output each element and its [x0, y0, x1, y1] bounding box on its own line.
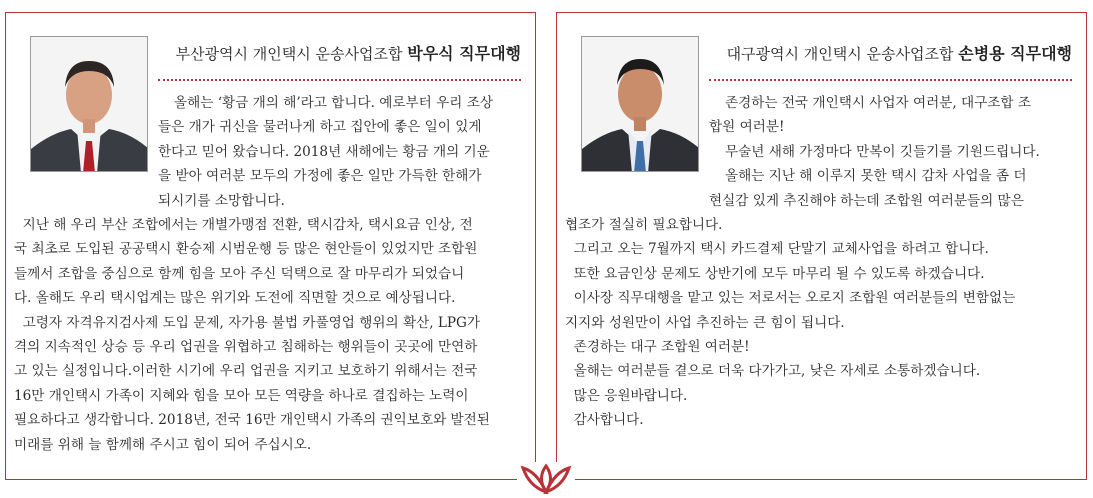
busan-title-prefix: 부산광역시 개인택시 운송사업조합: [175, 45, 403, 63]
lotus-emblem-icon: [517, 462, 575, 494]
daegu-body: [565, 91, 1076, 433]
text-line: 무술년 새해 가정마다 만복이 깃들기를 기원드립니다.: [725, 143, 1040, 160]
text-line: 고령자 자격유지검사제 도입 문제, 자가용 불법 카풀영업 행위의 확산, LPG가: [14, 314, 481, 331]
text-line: 현실감 있게 추진해야 하는데 조합원 여러분들의 많은: [709, 192, 1024, 209]
text-line: 협조가 절실히 필요합니다.: [565, 217, 723, 234]
text-line: 합원 여러분!: [709, 119, 785, 136]
text-line: 이사장 직무대행을 맡고 있는 저로서는 오로지 조합원 여러분들의 변함없는: [565, 290, 1016, 307]
text-line: 들께서 조합을 중심으로 함께 힘을 모아 주신 덕택으로 잘 마무리가 되었습니: [14, 265, 465, 282]
text-line: 지지와 성원만이 사업 추진하는 큰 힘이 됩니다.: [565, 314, 845, 331]
text-line: 들은 개가 귀신을 물러나게 하고 집안에 좋은 일이 있게: [158, 119, 482, 136]
text-line: 올해는 여러분들 곁으로 더욱 다가가고, 낮은 자세로 소통하겠습니다.: [565, 363, 981, 380]
text-line: 16만 개인택시 가족이 지혜와 힘을 모아 모든 역량을 하나로 결집하는 노력이: [14, 387, 469, 404]
text-line: 감사합니다.: [565, 412, 644, 429]
text-line: 되시기를 소망합니다.: [158, 192, 285, 209]
text-line: 올해는 ‘황금 개의 해’라고 합니다. 예로부터 우리 조상: [174, 95, 493, 111]
text-line: 지난 해 우리 부산 조합에서는 개별가맹점 전환, 택시감차, 택시요금 인상, 전: [14, 217, 473, 234]
busan-body: [14, 91, 525, 457]
text-line: 또한 요금인상 문제도 상반기에 모두 마무리 될 수 있도록 하겠습니다.: [565, 265, 985, 282]
text-line: 국 최초로 도입된 공공택시 환승제 시범운행 등 많은 현안들이 있었지만 조합원: [14, 241, 478, 258]
text-line: 올해는 지난 해 이루지 못한 택시 감차 사업을 좀 더: [725, 168, 1027, 185]
busan-title-name: 박우식 직무대행: [407, 44, 521, 63]
text-line: 필요하다고 생각합니다. 2018년, 전국 16만 개인택시 가족의 권익보호와 발전된: [14, 412, 490, 429]
text-line: 미래를 위해 늘 함께해 주시고 힘이 되어 주십시오.: [14, 436, 312, 453]
text-line: 을 받아 여러분 모두의 가정에 좋은 일만 가득한 한해가: [158, 168, 482, 185]
text-line: 한다고 믿어 왔습니다. 2018년 새해에는 황금 개의 기운: [158, 143, 490, 160]
text-line: 고 있는 실정입니다.이러한 시기에 우리 업권을 지키고 보호하기 위해서는 전국: [14, 363, 478, 380]
title-divider: [709, 79, 1072, 81]
daegu-greeting-panel: [556, 12, 1087, 480]
busan-body-beside-photo: [158, 91, 525, 213]
text-line: 많은 응원바랍니다.: [565, 387, 688, 404]
title-divider: [158, 79, 521, 81]
text-line: 그리고 오는 7월까지 택시 카드결제 단말기 교체사업을 하려고 합니다.: [565, 241, 989, 258]
busan-greeting-panel: [5, 12, 536, 480]
daegu-title: [727, 41, 1072, 64]
text-line: 다. 올해도 우리 택시업계는 많은 위기와 도전에 직면할 것으로 예상됩니다.: [14, 290, 456, 307]
text-line: 격의 지속적인 상승 등 우리 업권을 위협하고 침해하는 행위들이 곳곳에 만연하: [14, 339, 478, 356]
daegu-title-name: 손병용 직무대행: [958, 44, 1072, 63]
text-line: 존경하는 전국 개인택시 사업자 여러분, 대구조합 조: [725, 95, 1032, 111]
busan-title: [176, 41, 521, 64]
text-line: 존경하는 대구 조합원 여러분!: [565, 339, 750, 356]
daegu-body-beside-photo: [709, 91, 1076, 213]
daegu-title-prefix: 대구광역시 개인택시 운송사업조합: [726, 45, 954, 63]
